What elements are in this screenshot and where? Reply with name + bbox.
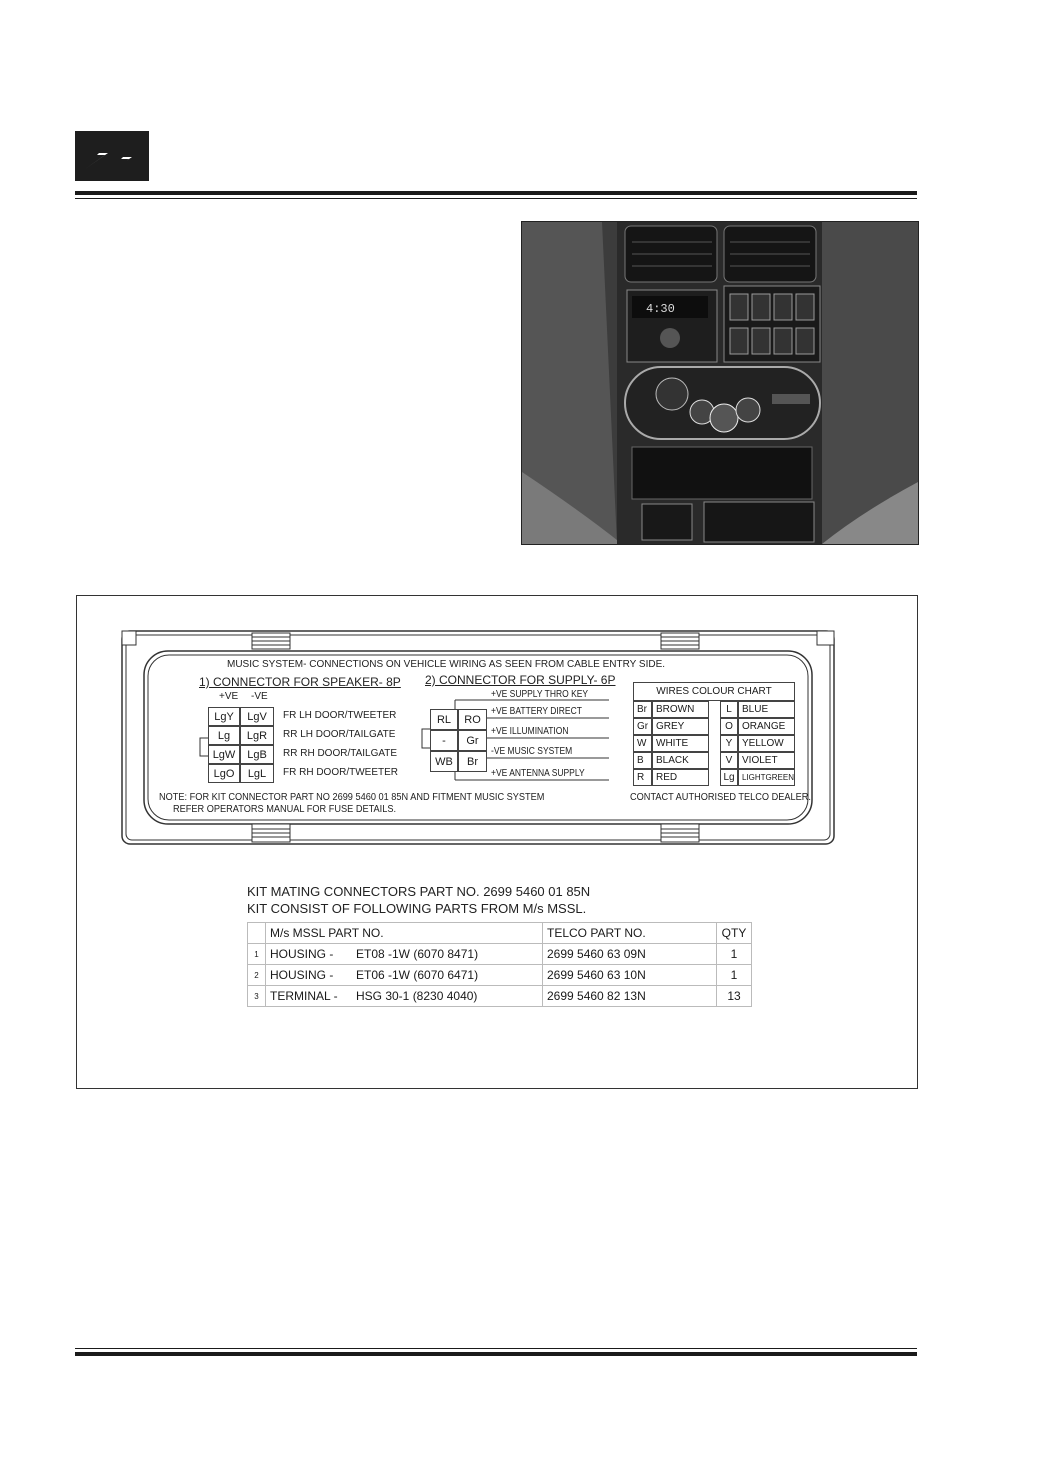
colour-code: Br [633, 701, 652, 718]
supply-wire-label: +VE ILLUMINATION [491, 726, 569, 737]
kit-parts-table [247, 922, 752, 1007]
table-row [248, 944, 752, 965]
part-name: HOUSING - [270, 947, 334, 961]
speaker-neg-pin: LgR [240, 726, 274, 745]
diagram-title: MUSIC SYSTEM- CONNECTIONS ON VEHICLE WIRING AS SEEN FROM CABLE ENTRY SIDE. [227, 659, 666, 670]
speaker-neg-pin: LgV [240, 707, 274, 726]
table-row [248, 965, 752, 986]
colour-chart-title: WIRES COLOUR CHART [633, 682, 795, 701]
dashboard-photo [521, 221, 919, 545]
speaker-pos-pin: LgW [208, 745, 240, 764]
colour-code: O [720, 718, 738, 735]
telco-part-number: 2699 5460 63 10N [543, 965, 717, 986]
speaker-neg-label: -VE [251, 691, 268, 702]
supply-wire-label: +VE BATTERY DIRECT [491, 706, 582, 717]
colour-code: Lg [720, 769, 738, 786]
speaker-pos-label: +VE [219, 691, 239, 702]
speaker-pin-desc: RR RH DOOR/TAILGATE [283, 748, 398, 759]
colour-code: L [720, 701, 738, 718]
colour-name: YELLOW [738, 735, 795, 752]
row-index: 3 [248, 986, 266, 1007]
part-code: ET08 -1W (6070 8471) [356, 947, 479, 961]
footer-rule-thin [75, 1348, 917, 1349]
table-row [248, 986, 752, 1007]
mssl-part-header: M/s MSSL PART NO. [266, 923, 543, 944]
colour-name: VIOLET [738, 752, 795, 769]
colour-code: Y [720, 735, 738, 752]
part-name: HOUSING - [270, 968, 334, 982]
colour-name: BLUE [738, 701, 795, 718]
part-name: TERMINAL - [270, 989, 338, 1003]
table-header-row [248, 923, 752, 944]
colour-code: Gr [633, 718, 652, 735]
speaker-connector-heading: 1) CONNECTOR FOR SPEAKER- 8P [199, 675, 401, 689]
supply-wire-label: +VE SUPPLY THRO KEY [491, 689, 589, 700]
supply-pin-left: RL [430, 709, 458, 730]
telco-part-header: TELCO PART NO. [543, 923, 717, 944]
part-qty: 1 [717, 965, 752, 986]
colour-code: R [633, 769, 652, 786]
colour-code: W [633, 735, 652, 752]
colour-code: V [720, 752, 738, 769]
supply-pin-left: - [430, 730, 458, 751]
clock-display: 4:30 [646, 302, 675, 316]
speaker-neg-pin: LgL [240, 764, 274, 783]
supply-pin-right: RO [458, 709, 487, 730]
fitment-note: NOTE: FOR KIT CONNECTOR PART NO 2699 5460 01 85N AND FITMENT MUSIC SYSTEM [159, 792, 545, 803]
speaker-pin-desc: RR LH DOOR/TAILGATE [283, 729, 396, 740]
speaker-pos-pin: LgO [208, 764, 240, 783]
colour-name: GREY [652, 718, 709, 735]
telco-part-number: 2699 5460 63 09N [543, 944, 717, 965]
telco-part-number: 2699 5460 82 13N [543, 986, 717, 1007]
part-qty: 1 [717, 944, 752, 965]
speaker-pos-pin: Lg [208, 726, 240, 745]
colour-name: ORANGE [738, 718, 795, 735]
speaker-neg-pin: LgB [240, 745, 274, 764]
supply-pin-right: Gr [458, 730, 487, 751]
speaker-pin-desc: FR RH DOOR/TWEETER [283, 767, 398, 778]
fuse-note: REFER OPERATORS MANUAL FOR FUSE DETAILS. [173, 804, 397, 815]
header-rule-thick [75, 191, 917, 195]
supply-wire-label: -VE MUSIC SYSTEM [491, 746, 573, 757]
colour-code: B [633, 752, 652, 769]
wiring-figure [76, 595, 918, 1089]
colour-name: BLACK [652, 752, 709, 769]
speaker-pin-desc: FR LH DOOR/TWEETER [283, 710, 397, 721]
qty-header: QTY [717, 923, 752, 944]
speaker-pos-pin: LgY [208, 707, 240, 726]
colour-name: RED [652, 769, 709, 786]
part-qty: 13 [717, 986, 752, 1007]
row-index: 1 [248, 944, 266, 965]
colour-name: WHITE [652, 735, 709, 752]
supply-pin-right: Br [458, 751, 487, 772]
kit-part-number: KIT MATING CONNECTORS PART NO. 2699 5460 01 85N [247, 884, 591, 899]
colour-name: BROWN [652, 701, 709, 718]
contact-dealer-note: CONTACT AUTHORISED TELCO DEALER. [630, 792, 811, 803]
colour-name: LIGHTGREEN [738, 769, 795, 786]
supply-wire-label: +VE ANTENNA SUPPLY [491, 768, 585, 779]
footer-rule-thick [75, 1352, 917, 1356]
brand-logo [75, 131, 149, 181]
header-rule-thin [75, 198, 917, 199]
part-code: ET06 -1W (6070 6471) [356, 968, 479, 982]
supply-connector-heading: 2) CONNECTOR FOR SUPPLY- 6P [425, 673, 616, 687]
part-code: HSG 30-1 (8230 4040) [356, 989, 478, 1003]
kit-contents-heading: KIT CONSIST OF FOLLOWING PARTS FROM M/s MSSL. [247, 901, 587, 916]
supply-pin-left: WB [430, 751, 458, 772]
row-index: 2 [248, 965, 266, 986]
lightning-bolts-icon [75, 131, 149, 181]
